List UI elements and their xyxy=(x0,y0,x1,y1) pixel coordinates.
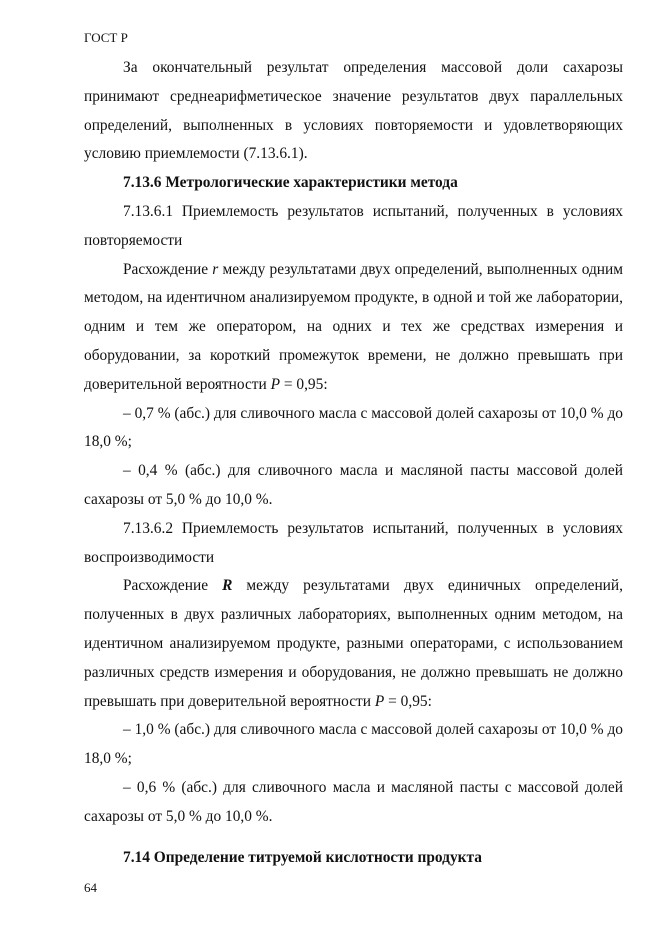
text-run: = 0,95: xyxy=(280,375,328,393)
paragraph-repeatability-discrepancy xyxy=(84,256,623,400)
list-item-reproducibility-2: – 0,6 % (абс.) для сливочного масла и масляной пасты с массовой долей сахарозы от 5,0 % до 10,0 %. xyxy=(84,778,623,825)
section-heading-acidity: 7.14 Определение титруемой кислотности продукта xyxy=(123,848,482,866)
list-item-reproducibility-1: – 1,0 % (абс.) для сливочного масла с массовой долей сахарозы от 10,0 % до 18,0 %; xyxy=(84,721,623,768)
list-item-repeatability-1: – 0,7 % (абс.) для сливочного масла с массовой долей сахарозы от 10,0 % до 18,0 %; xyxy=(84,404,623,451)
text-run: между результатами двух определений, выполненных одним методом, на идентичном анализируемом продукте, в одной и той же лаборатории, одним и тем же оператором, на одних и тех же средствах измерения и оборудовании, за короткий промежуток времени, не должно превышать при доверительной вероятности xyxy=(84,260,623,393)
symbol-p: P xyxy=(374,692,385,710)
subsection-reproducibility: 7.13.6.2 Приемлемость результатов испытаний, полученных в условиях воспроизводимости xyxy=(84,519,623,566)
paragraph-reproducibility-discrepancy xyxy=(84,572,623,716)
page-header: ГОСТ Р xyxy=(84,30,128,45)
text-run: Расхождение xyxy=(123,577,223,595)
text-run: между результатами двух единичных определений, полученных в двух различных лабораториях, выполненных одним методом, на идентичном анализируемом продукте, разными операторами, с использованием различных средств измерения и оборудования, не должно превышать не должно превышать при доверительной вероятности xyxy=(84,577,624,710)
section-heading-metrology: 7.13.6 Метрологические характеристики метода xyxy=(123,174,458,192)
symbol-r-capital: R xyxy=(222,577,233,595)
text-run: Расхождение xyxy=(123,260,213,278)
symbol-p: P xyxy=(270,375,281,393)
subsection-repeatability: 7.13.6.1 Приемлемость результатов испытаний, полученных в условиях повторяемости xyxy=(84,202,623,249)
symbol-r: r xyxy=(212,260,219,278)
page-number: 64 xyxy=(84,880,97,895)
paragraph-final-result: За окончательный результат определения массовой доли сахарозы принимают среднеарифметическое значение результатов двух параллельных определений, выполненных в условиях повторяемости и удовлетворяющих условию приемлемости (7.13.6.1). xyxy=(84,59,623,163)
list-item-repeatability-2: – 0,4 % (абс.) для сливочного масла и масляной пасты массовой долей сахарозы от 5,0 % до 10,0 %. xyxy=(84,462,623,508)
page-content xyxy=(84,54,623,872)
text-run: = 0,95: xyxy=(384,692,432,710)
